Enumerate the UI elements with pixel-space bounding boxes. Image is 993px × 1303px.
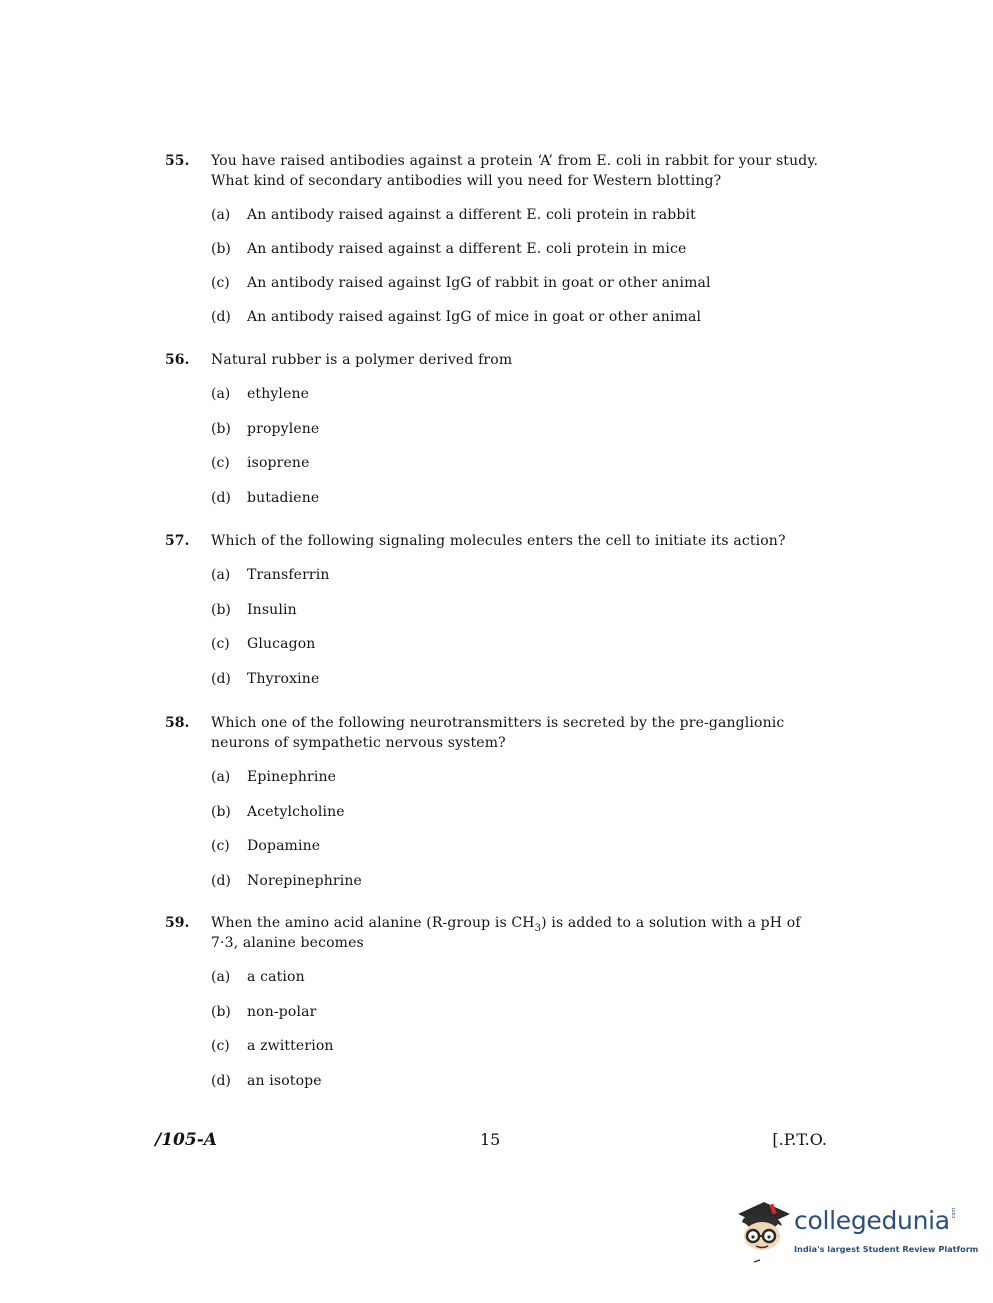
option-text: Acetylcholine [247,803,345,820]
subscript: 3 [534,922,542,934]
option-label: (c) [211,636,230,652]
option-b [211,802,830,822]
option-text: isoprene [247,455,310,471]
option-text: an isotope [247,1072,322,1089]
option-label: (a) [211,969,231,985]
option-label: (d) [211,489,231,506]
question-text [211,913,830,953]
option-text: ethylene [247,386,310,402]
page-footer [155,1130,827,1156]
option-list [165,967,830,1091]
option-c [211,453,830,473]
option-label: (c) [211,838,230,854]
option-d [211,1071,830,1091]
option-b [211,239,830,259]
question-58 [165,713,830,905]
option-label: (d) [211,1072,231,1089]
option-text: Insulin [247,601,297,618]
question-text-part: When the amino acid alanine (R-group is CH [211,915,535,931]
option-text: Glucagon [247,636,316,652]
option-label: (c) [211,455,230,471]
option-label: (a) [211,567,231,583]
option-list [165,565,830,689]
option-d [211,669,830,689]
option-text: Dopamine [247,838,321,854]
option-a [211,565,830,585]
option-list [165,205,830,327]
option-label: (d) [211,670,231,687]
option-label: (a) [211,769,231,785]
option-text: propylene [247,420,320,437]
option-label: (c) [211,1038,230,1054]
collegedunia-logo [734,1196,979,1266]
question-text: Which one of the following neurotransmitters is secreted by the pre-ganglionic neurons of sympathetic nervous system? [211,715,785,751]
question-text: Natural rubber is a polymer derived from [211,352,513,368]
option-b [211,1002,830,1022]
option-a [211,767,830,787]
option-c [211,836,830,856]
mascot-icon [734,1196,794,1266]
question-text-part: ) is added to a solution with a pH of 7·3, alanine becomes [211,915,801,951]
question-number: 55. [165,153,190,169]
option-list [165,767,830,891]
option-label: (b) [211,601,231,618]
option-label: (d) [211,872,231,889]
option-text: a cation [247,969,305,985]
option-text: Epinephrine [247,769,337,785]
question-header [165,350,830,370]
question-header [165,151,830,191]
option-label: (b) [211,241,231,257]
option-d [211,871,830,891]
option-text: Transferrin [247,567,330,583]
option-text: butadiene [247,489,320,506]
question-59 [165,913,830,1105]
option-a [211,205,830,225]
option-a [211,967,830,987]
question-text: You have raised antibodies against a protein ‘A’ from E. coli in rabbit for your study. What kind of secondary antibodies will you need for Western blotting? [211,153,819,189]
option-label: (c) [211,275,230,291]
option-label: (a) [211,207,231,223]
option-text: An antibody raised against a different E. coli protein in rabbit [247,207,696,223]
question-header [165,913,830,953]
option-d [211,488,830,508]
option-c [211,273,830,293]
question-number: 56. [165,352,190,368]
option-label: (b) [211,420,231,437]
option-text: Thyroxine [247,670,320,687]
option-label: (b) [211,1003,231,1020]
pto-marker: [.P.T.O. [772,1130,827,1149]
logo-tagline: India's largest Student Review Platform [794,1244,979,1254]
question-56 [165,350,830,522]
page-number: 15 [480,1130,501,1149]
question-text: Which of the following signaling molecules enters the cell to initiate its action? [211,533,786,549]
option-c [211,634,830,654]
option-b [211,600,830,620]
question-57 [165,531,830,703]
question-header [165,713,830,753]
option-label: (d) [211,309,231,325]
option-label: (b) [211,803,231,820]
question-header [165,531,830,551]
option-text: non-polar [247,1003,317,1020]
option-b [211,419,830,439]
option-text: Norepinephrine [247,872,362,889]
question-number: 57. [165,533,190,549]
option-text: a zwitterion [247,1038,334,1054]
logo-domain-suffix: .com [951,1207,957,1220]
question-55 [165,151,830,341]
option-d [211,307,830,327]
paper-code: /105-A [155,1130,217,1150]
option-a [211,384,830,404]
question-number: 59. [165,915,190,931]
question-number: 58. [165,715,190,731]
option-text: An antibody raised against a different E. coli protein in mice [247,241,687,257]
option-list [165,384,830,508]
option-text: An antibody raised against IgG of rabbit in goat or other animal [247,275,711,291]
logo-wordmark: collegedunia [794,1206,950,1235]
option-label: (a) [211,386,231,402]
option-text: An antibody raised against IgG of mice in goat or other animal [247,309,702,325]
option-c [211,1036,830,1056]
